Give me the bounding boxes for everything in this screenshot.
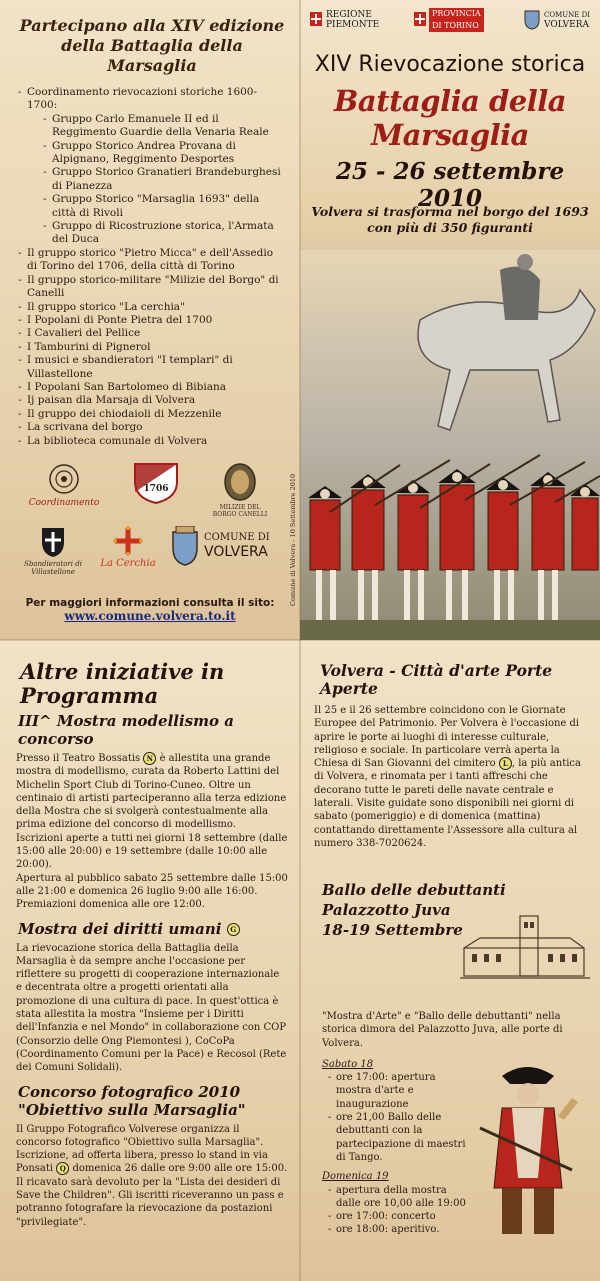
ballo-details: "Mostra d'Arte" e "Ballo delle debuttanti" nella storica dimora del Palazzotto Juva, alle porte di Volvera. Sabato 18 - ore 17:00: apertura mostra d'arte e inaugurazione - ore 21,00 Ballo delle debuttanti con la partecipazione di maestri di Tango. Domenica 19 - apertura della mostra dalle ore 10,00 alle 19:00 - ore 17:00: concerto - ore 18:00: aperitivo. — [322, 1010, 592, 1248]
list-item: - Ij paisan dla Marsaja di Volvera — [18, 394, 286, 407]
milizie-logo: MILIZIE DEL BORGO CANELLI — [210, 462, 270, 518]
participants-heading-line2: della Battaglia della Marsaglia — [61, 36, 243, 75]
sbandieratori-logo: Sbandieratori di Villastellone — [18, 526, 88, 576]
comune-crest-icon — [524, 8, 540, 30]
shield-icon — [131, 462, 181, 504]
saturday-list — [322, 1071, 472, 1164]
event-dates: 25 - 26 settembre 2010 — [335, 158, 565, 212]
ballo-block — [300, 880, 600, 940]
list-item: - Gruppo di Ricostruzione storica, l'Armata del Duca — [43, 220, 286, 247]
rose-icon — [44, 462, 84, 496]
ballo-title: Ballo delle debuttanti — [322, 881, 506, 899]
list-item: - I Popolani San Bartolomeo di Bibiana — [18, 381, 286, 394]
sponsor-logos — [0, 462, 300, 592]
municipal-crest-icon — [170, 526, 200, 566]
concorso-title: Concorso fotografico 2010 "Obiettivo sulla Marsaglia" — [18, 1082, 246, 1119]
list-item: - ore 21,00 Ballo delle debuttanti con la partecipazione di maestri di Tango. — [328, 1111, 472, 1164]
institution-logos — [310, 6, 590, 40]
edition-title: XIV Rievocazione storica — [314, 52, 586, 77]
list-item: - Il gruppo dei chiodaioli di Mezzenile — [18, 408, 286, 421]
crest-icon — [223, 462, 257, 502]
pietro-micca-logo: 1706 — [128, 462, 184, 506]
list-item: - ore 17:00: concerto — [328, 1210, 472, 1223]
imprint-text: Comune di Volvera - 10 Settembre 2010 — [289, 473, 297, 606]
provincia-logo: PROVINCIA DI TORINO — [414, 8, 484, 32]
map-pin-icon: Q — [56, 1162, 69, 1175]
comune-logo: COMUNE DI VOLVERA — [524, 6, 590, 30]
list-item: - Il gruppo storico-militare "Milizie del Borgo" di Canelli — [18, 274, 286, 301]
event-subtitle: Volvera si trasforma nel borgo del 1693 con più di 350 figuranti — [311, 204, 589, 235]
list-item: - Il gruppo storico "Pietro Micca" e dell'Assedio di Torino del 1706, della città di Torino — [18, 247, 286, 274]
list-item: - Gruppo Storico Granatieri Brandeburghesi di Pianezza — [43, 166, 286, 193]
cross-shield-icon — [40, 526, 66, 558]
list-item: - La scrivana del borgo — [18, 421, 286, 434]
participants-heading-line1: Partecipano alla XIV edizione — [19, 16, 285, 35]
schedule — [322, 1058, 472, 1248]
provincia-crest-icon — [414, 12, 426, 26]
map-pin-icon: L — [499, 757, 512, 770]
concorso-text: Il Gruppo Fotografico Volverese organizza il concorso fotografico "Obiettivo sulla Marsaglia". Iscrizione, ad offerta libera, presso lo stand in via Ponsati Q domenica 26 dalle ore 9:00 alle ore 15:00. Il ricavato sarà devoluto per la "Lista dei desideri di Save the Children". Gli iscritti riceveranno un pass e potranno fotografare la rievocazione da postazioni "privilegiate". — [16, 1123, 288, 1228]
fold-line-horizontal — [0, 639, 600, 641]
palazzotto-illustration — [460, 912, 590, 982]
list-item: - ore 18:00: aperitivo. — [328, 1223, 472, 1236]
open-doors-text: Il 25 e il 26 settembre coincidono con le Giornate Europee del Patrimonio. Per Volvera è l'occasione di aprire le porte ai luoghi di interesse culturale, religioso e sociale. In particolare verrà aperta la Chiesa di San Giovanni del cimitero L , la più antica di Volvera, e rinomata per i tanti affreschi che decorano tutte le pareti delle navate centrale e laterali. Visite guidate sono disponibili nei giorni di sabato (pomeriggio) e di domenica (mattina) contattando direttamente l'Assessore alla cultura al numero 338-7020624. — [314, 705, 581, 849]
list-item: - I musici e sbandieratori "I templari" di Villastellone — [18, 354, 286, 381]
list-item: - I Cavalieri del Pellice — [18, 327, 286, 340]
cerchia-logo: La Cerchia — [96, 526, 160, 569]
list-item: - Gruppo Carlo Emanuele II ed il Reggimento Guardie della Venaria Reale — [43, 113, 286, 140]
sunday-label: Domenica 19 — [322, 1171, 389, 1183]
list-item: - apertura della mostra dalle ore 10,00 alle 19:00 — [328, 1184, 472, 1211]
list-item: - Gruppo Storico Andrea Provana di Alpignano, Reggimento Desportes — [43, 140, 286, 167]
participants-list — [18, 86, 286, 448]
panel-other-events — [0, 640, 300, 1281]
open-doors-heading: Volvera - Città d'arte Porte Aperte — [320, 661, 553, 698]
info-text: Per maggiori informazioni consulta il sito: — [25, 597, 275, 609]
modellismo-text: Presso il Teatro Bossatis N è allestita una grande mostra di modellismo, curata da Roberto Lattini del Michelin Sport Club di Torino-Cuneo. Oltre un centinaio di artisti parteciperanno alla terza edizione della Mostra che si svolgerà contestualmente alla prima edizione del concorso di modellismo. Iscrizioni aperte a tutti nei giorni 18 settembre (dalle 15:00 alle 20:00) e 19 settembre (dalle 10:00 alle 20:00). Apertura al pubblico sabato 25 settembre dalle 15:00 alle 21:00 e domenica 26 luglio 9:00 alle 16:00. Premiazioni domenica alle ore 12:00. — [16, 753, 288, 911]
other-events-heading: Altre iniziative in Programma — [20, 659, 225, 708]
info-block — [0, 597, 300, 623]
participants-heading — [18, 16, 286, 76]
map-pin-icon: G — [227, 923, 240, 936]
side-imprint — [283, 432, 297, 612]
list-item: - Gruppo Storico "Marsaglia 1693" della città di Rivoli — [43, 193, 286, 220]
coordinamento-logo: Coordinamento — [22, 462, 106, 508]
list-item: - Coordinamento rievocazioni storiche 1600-1700: - Gruppo Carlo Emanuele II ed il Reggimento Guardie della Venaria Reale - Gruppo Storico Andrea Provana di Alpignano, Reggimento Desportes - Gruppo Storico Granatieri Brandeburghesi di Pianezza - Gruppo Storico "Marsaglia 1693" della città di Rivoli - Gruppo di Ricostruzione storica, l'Armata del Duca — [18, 86, 286, 247]
panel-cover — [300, 0, 600, 640]
panel-participants — [0, 0, 300, 640]
regione-flag-icon — [310, 12, 322, 26]
list-item: - La biblioteca comunale di Volvera — [18, 435, 286, 448]
battle-illustration — [300, 250, 600, 640]
comune-volvera-logo: COMUNE DI VOLVERA — [170, 526, 280, 572]
sunday-list — [322, 1184, 472, 1237]
participants-sublist — [27, 113, 286, 247]
event-title: Battaglia della Marsaglia — [333, 84, 567, 152]
ballo-venue: Palazzotto Juva — [322, 901, 451, 919]
ballo-dates: 18-19 Settembre — [322, 921, 463, 939]
list-item: - Il gruppo storico "La cerchia" — [18, 301, 286, 314]
panel-open-doors — [300, 640, 600, 1281]
diritti-text: La rievocazione storica della Battaglia della Marsaglia è da sempre anche l'occasione per riflettere su progetti di cooperazione internazionale e decentrata oltre a progetti orientati alla promozione di una cultura di pace. In quest'ottica è stata allestita la mostra "Insieme per i Diritti dell'Infanzia e nel Mondo" in collaborazione con COP (Consorzio delle Ong Piemontesi ), CoCoPa (Coordinamento Comuni per la Pace) e Recosol (Rete dei Comuni Solidali). — [16, 942, 287, 1074]
list-item: - I Popolani di Ponte Pietra del 1700 — [18, 314, 286, 327]
map-pin-icon: N — [143, 752, 156, 765]
website-link[interactable]: www.comune.volvera.to.it — [64, 609, 236, 623]
modellismo-title: III^ Mostra modellismo a concorso — [18, 712, 234, 748]
saturday-label: Sabato 18 — [322, 1058, 374, 1070]
musketeer-illustration — [472, 1058, 582, 1248]
regione-logo: REGIONE PIEMONTE — [310, 10, 379, 30]
list-item: - I Tamburini di Pignerol — [18, 341, 286, 354]
diritti-title: Mostra dei diritti umani G — [18, 920, 288, 938]
occitan-cross-icon — [113, 526, 143, 556]
list-item: - ore 17:00: apertura mostra d'arte e inaugurazione — [328, 1071, 472, 1111]
